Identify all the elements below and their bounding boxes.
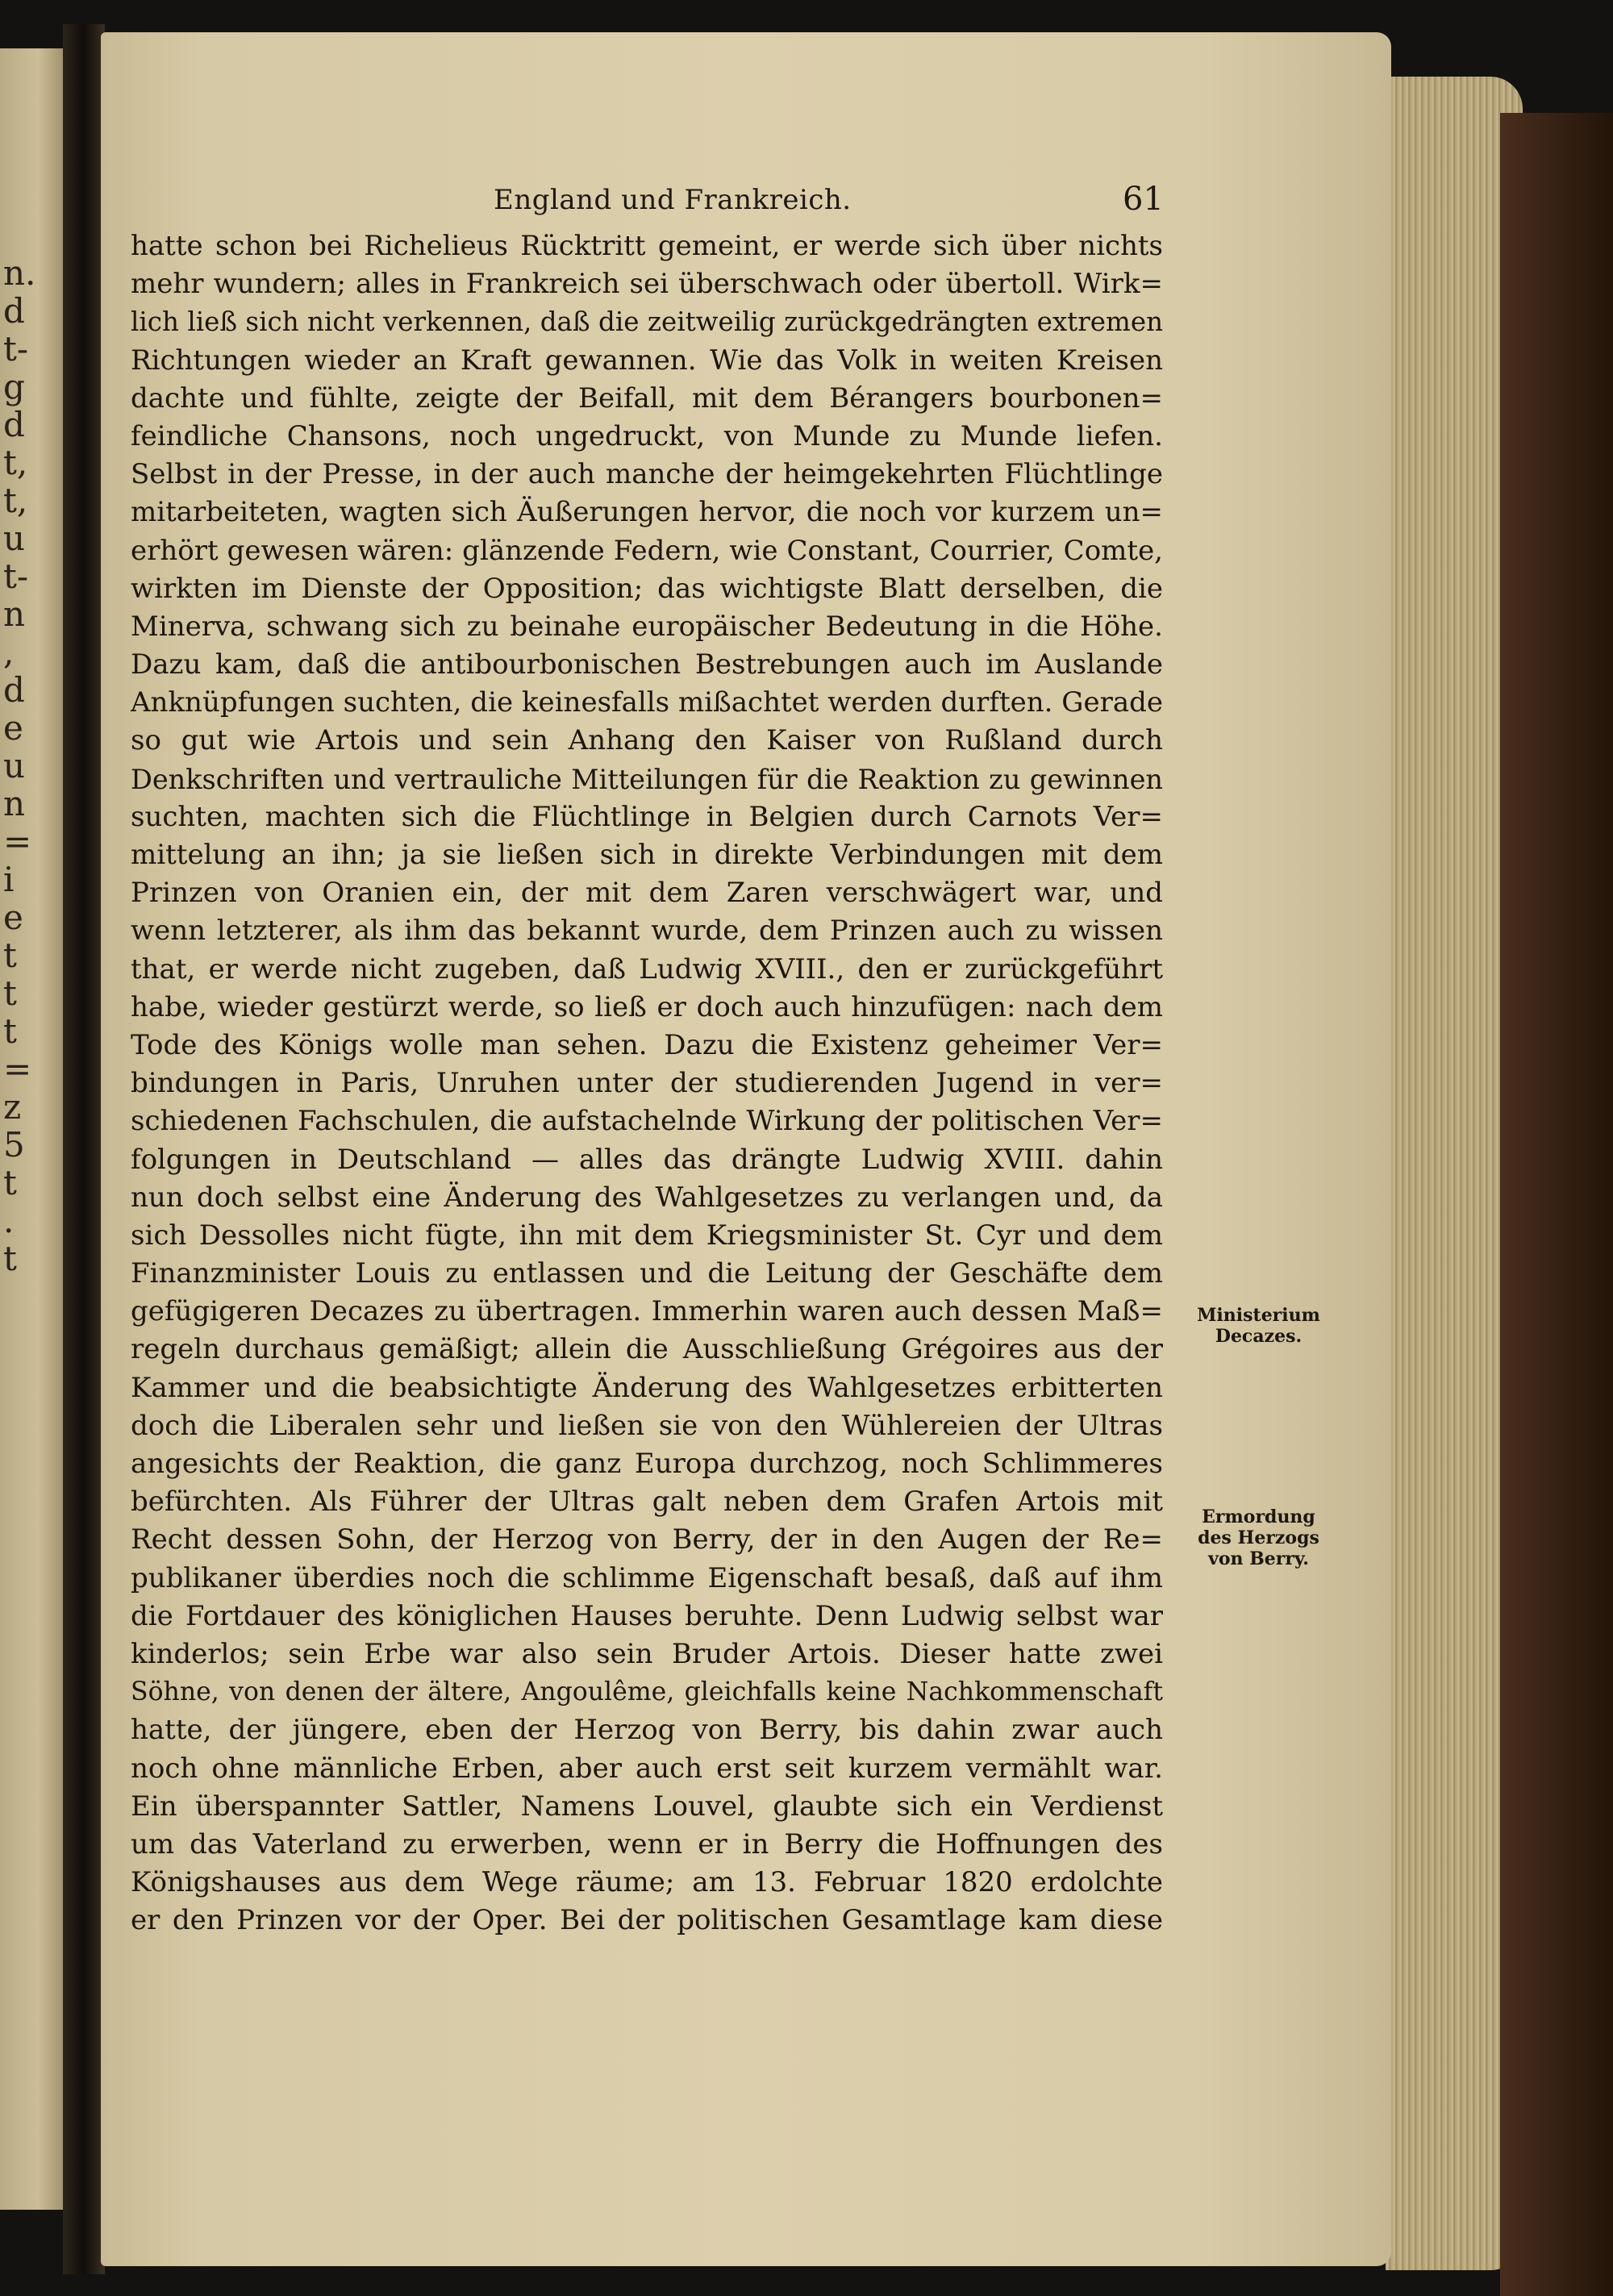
text-line: noch ohne männliche Erben, aber auch erst seit kurzem vermählt war.: [131, 1752, 1163, 1785]
text-line: erhört gewesen wären: glänzende Federn, wie Constant, Courrier, Comte,: [131, 534, 1163, 567]
left-page-fragment: t: [3, 1163, 17, 1202]
text-line: um das Vaterland zu erwerben, wenn er in Berry die Hoffnungen des: [131, 1827, 1163, 1861]
sidenote-ministerium-decazes: [1192, 1305, 1325, 1347]
body-text: [131, 227, 1163, 1940]
text-line: Denkschriften und vertrauliche Mitteilungen für die Reaktion zu gewinnen: [131, 763, 1163, 795]
text-line: so gut wie Artois und sein Anhang den Kaiser von Rußland durch: [131, 724, 1163, 757]
text-line: Finanzminister Louis zu entlassen und die Leitung der Geschäfte dem: [131, 1257, 1163, 1290]
text-line: Tode des Königs wolle man sehen. Dazu die Existenz geheimer Ver=: [131, 1028, 1163, 1061]
text-line: lich ließ sich nicht verkennen, daß die zeitweilig zurückgedrängten extremen: [131, 306, 1163, 338]
text-line: regeln durchaus gemäßigt; allein die Ausschließung Grégoires aus der: [131, 1333, 1163, 1366]
left-page-text-fragments: [3, 254, 52, 1277]
text-line: sich Dessolles nicht fügte, ihn mit dem Kriegsminister St. Cyr und dem: [131, 1219, 1163, 1252]
left-page-fragment: d: [3, 670, 25, 710]
sidenote-line: Ministerium: [1197, 1305, 1320, 1326]
left-page-fragment: t: [3, 935, 17, 975]
left-page-fragment: t,: [3, 481, 28, 520]
book-cover-edge: [1500, 113, 1613, 2296]
sidenote-line: von Berry.: [1208, 1548, 1309, 1569]
text-line: er den Prinzen vor der Oper. Bei der politischen Gesamtlage kam diese: [131, 1904, 1163, 1937]
sidenote-line: des Herzogs: [1198, 1527, 1319, 1548]
text-line: Ein überspannter Sattler, Namens Louvel, glaubte sich ein Verdienst: [131, 1790, 1163, 1823]
text-line: wirkten im Dienste der Opposition; das wichtigste Blatt derselben, die: [131, 572, 1163, 605]
text-line: dachte und fühlte, zeigte der Beifall, mit dem Bérangers bourbonen=: [131, 381, 1163, 415]
left-page-fragment: t-: [3, 556, 29, 596]
left-page-fragment: d: [3, 405, 25, 444]
text-line: Dazu kam, daß die antibourbonischen Bestrebungen auch im Auslande: [131, 648, 1163, 681]
text-line: nun doch selbst eine Änderung des Wahlgesetzes zu verlangen und, da: [131, 1181, 1163, 1214]
page-header: [494, 181, 1219, 232]
text-line: Kammer und die beabsichtigte Änderung des Wahlgesetzes erbitterten: [131, 1371, 1163, 1404]
left-page-fragment: u: [3, 519, 26, 558]
left-page-fragment: 5: [3, 1125, 25, 1165]
text-line: Anknüpfungen suchten, die keinesfalls mißachtet werden durften. Gerade: [131, 686, 1163, 719]
left-page-fragment: .: [3, 1201, 15, 1240]
left-page-fragment: t: [3, 1239, 17, 1278]
book-gutter: [63, 24, 105, 2274]
left-page-fragment: t,: [3, 443, 28, 482]
text-line: Recht dessen Sohn, der Herzog von Berry, der in den Augen der Re=: [131, 1523, 1163, 1556]
text-line: Richtungen wieder an Kraft gewannen. Wie das Volk in weiten Kreisen: [131, 344, 1163, 377]
left-page-fragment: n: [3, 594, 26, 634]
sidenote-ermordung-berry: [1192, 1506, 1325, 1569]
left-page-fragment: t: [3, 1011, 17, 1051]
left-page-edge: [0, 48, 63, 2210]
text-line: gefügigeren Decazes zu übertragen. Immerhin waren auch dessen Maß=: [131, 1295, 1163, 1328]
page-number: 61: [1123, 181, 1164, 218]
left-page-fragment: t: [3, 973, 17, 1013]
text-line: Königshauses aus dem Wege räume; am 13. Februar 1820 erdolchte: [131, 1866, 1163, 1899]
left-page-fragment: n: [3, 784, 26, 823]
text-line: Prinzen von Oranien ein, der mit dem Zaren verschwägert war, und: [131, 877, 1163, 910]
text-line: suchten, machten sich die Flüchtlinge in Belgien durch Carnots Ver=: [131, 800, 1163, 833]
text-line: hatte schon bei Richelieus Rücktritt gemeint, er werde sich über nichts: [131, 230, 1163, 262]
text-line: that, er werde nicht zugeben, daß Ludwig XVIII., den er zurückgeführt: [131, 952, 1163, 985]
text-line: angesichts der Reaktion, die ganz Europa durchzog, noch Schlimmeres: [131, 1448, 1163, 1480]
left-page-fragment: i: [3, 860, 15, 899]
left-page-fragment: =: [3, 1049, 32, 1089]
text-line: schiedenen Fachschulen, die aufstachelnde Wirkung der politischen Ver=: [131, 1105, 1163, 1138]
text-line: hatte, der jüngere, eben der Herzog von Berry, bis dahin zwar auch: [131, 1714, 1163, 1747]
text-line: mitarbeiteten, wagten sich Äußerungen hervor, die noch vor kurzem un=: [131, 496, 1163, 529]
text-line: habe, wieder gestürzt werde, so ließ er doch auch hinzufügen: nach dem: [131, 990, 1163, 1023]
left-page-fragment: n.: [3, 253, 36, 293]
left-page-fragment: d: [3, 291, 25, 331]
text-line: feindliche Chansons, noch ungedruckt, von Munde zu Munde liefen.: [131, 419, 1163, 452]
left-page-fragment: t-: [3, 329, 29, 369]
running-head: England und Frankreich.: [494, 184, 852, 216]
text-line: folgungen in Deutschland — alles das drängte Ludwig XVIII. dahin: [131, 1143, 1163, 1176]
left-page-fragment: e: [3, 708, 23, 748]
text-line: mittelung an ihn; ja sie ließen sich in direkte Verbindungen mit dem: [131, 839, 1163, 871]
left-page-fragment: g: [3, 367, 25, 406]
left-page-fragment: =: [3, 822, 32, 861]
text-line: befürchten. Als Führer der Ultras galt neben dem Grafen Artois mit: [131, 1486, 1163, 1519]
left-page-fragment: z: [3, 1087, 22, 1127]
sidenote-line: Decazes.: [1215, 1326, 1302, 1347]
text-line: wenn letzterer, als ihm das bekannt wurde, dem Prinzen auch zu wissen: [131, 915, 1163, 948]
text-line: die Fortdauer des königlichen Hauses beruhte. Denn Ludwig selbst war: [131, 1599, 1163, 1632]
sidenote-line: Ermordung: [1202, 1506, 1315, 1527]
text-line: Selbst in der Presse, in der auch manche der heimgekehrten Flüchtlinge: [131, 458, 1163, 491]
text-line: kinderlos; sein Erbe war also sein Bruder Artois. Dieser hatte zwei: [131, 1637, 1163, 1670]
text-line: bindungen in Paris, Unruhen unter der studierenden Jugend in ver=: [131, 1067, 1163, 1100]
text-line: publikaner überdies noch die schlimme Eigenschaft besaß, daß auf ihm: [131, 1561, 1163, 1594]
left-page-fragment: u: [3, 746, 26, 785]
text-line: Minerva, schwang sich zu beinahe europäischer Bedeutung in die Höhe.: [131, 610, 1163, 643]
left-page-fragment: ,: [3, 632, 15, 672]
text-line: doch die Liberalen sehr und ließen sie von den Wühlereien der Ultras: [131, 1409, 1163, 1442]
text-line: Söhne, von denen der ältere, Angoulême, gleichfalls keine Nachkommenschaft: [131, 1677, 1163, 1707]
text-line: mehr wundern; alles in Frankreich sei überschwach oder übertoll. Wirk=: [131, 268, 1163, 301]
left-page-fragment: e: [3, 898, 23, 937]
